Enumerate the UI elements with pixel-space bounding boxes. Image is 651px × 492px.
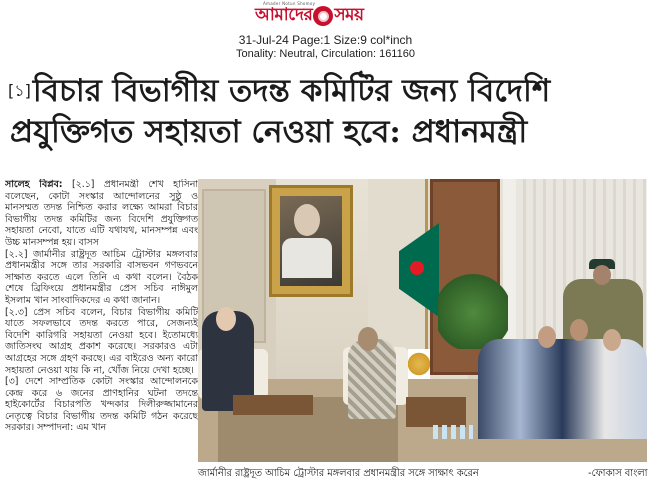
photo-credit: -ফোকাস বাংলা <box>588 468 648 479</box>
article-paragraph: [২.৩] প্রেস সচিব বলেন, বিচার বিভাগীয় কমিটি যাতে সফলভাবে তদন্ত করতে পারে, সেজন্যই বিদেশি কারিগরি সহায়তা নেওয়া হবে। ইতোমধ্যে জাতিসংঘ আগ্রহ প্রকাশ করেছে। সরকারও এটা আগ্রহের সঙ্গে গ্রহণ করছে। এর বাইরেও অন্য কারো সহায়তা নেওয়া যায় কি না, খোঁজ নিয়ে দেখা হচ্ছে। <box>5 306 198 376</box>
photo-caption: জার্মানীর রাষ্ট্রদূত আচিম ট্রোস্টার মঙ্গলবার প্রধানমন্ত্রীর সঙ্গে সাক্ষাৎ করেন <box>198 468 479 479</box>
index-marker: [১] <box>8 81 31 100</box>
portrait-frame <box>269 185 353 297</box>
reporter-name: সালেহ বিপ্লব: <box>5 179 63 190</box>
article-paragraph: [২.২] জার্মানীর রাষ্ট্রদূত আচিম ট্রোস্টার মঙ্গলবার প্রধানমন্ত্রীর সঙ্গে তার সরকারি বাসভবন গণভবনে সাক্ষাত করতে এলে তিনি এ কথা বলেন। বৈঠক শেষে ব্রিফিংয়ে প্রধানমন্ত্রীর প্রেস সচিব নাঈমুল ইসলাম খান সাংবাদিকদের এ কথা জানান। <box>5 248 198 306</box>
logo-emblem-icon <box>313 6 333 26</box>
paragraph-text: [২.১] প্রধানমন্ত্রী শেখ হাসিনা বলেছেন, কোটা সংস্কার আন্দোলনের সুষ্ঠু ও মানসম্মত তদন্ত নিশ্চিত করার লক্ষ্যে আমরা বিচার বিভাগীয় তদন্ত কমিটির জন্য বিদেশি প্রযুক্তিগত সহায়তা নেবো, যাতে এটি যথাযথ, মানসম্পন্ন এবং উচ্চ মানসম্পন্ন হয়। বাসস <box>5 179 198 248</box>
clipping-info-line-2: Tonality: Neutral, Circulation: 161160 <box>236 48 415 60</box>
article-paragraph <box>5 179 198 249</box>
newspaper-logo <box>255 5 364 27</box>
logo-text-right: সময় <box>334 5 364 25</box>
clipping-info-line-1: 31-Jul-24 Page:1 Size:9 col*inch <box>238 33 413 47</box>
headline-line-2: প্রযুক্তিগত সহায়তা নেওয়া হবে: প্রধানমন্ত্রী <box>10 114 528 150</box>
headline-line-1 <box>8 71 550 111</box>
masthead-tagline: Amader Notun Shomoy <box>263 1 316 6</box>
masthead <box>0 0 651 36</box>
news-photo <box>198 179 647 462</box>
article-body <box>5 179 198 479</box>
article-paragraph: [৩] দেশে সাম্প্রতিক কোটা সংস্কার আন্দোলনকে কেন্দ্র করে ৬ জনের প্রাণহানির ঘটনা তদন্তে হাইকোর্টের বিচারপতি খন্দকার দিলীরুজ্জামানের নেতৃত্বে বিচার বিভাগীয় তদন্ত কমিটি গঠন করেছে সরকার। সম্পাদনা: এম খান <box>5 376 198 434</box>
headline-line-1-text: বিচার বিভাগীয় তদন্ত কমিটির জন্য বিদেশি <box>32 73 551 109</box>
logo-text-left: আমাদের <box>255 5 313 25</box>
